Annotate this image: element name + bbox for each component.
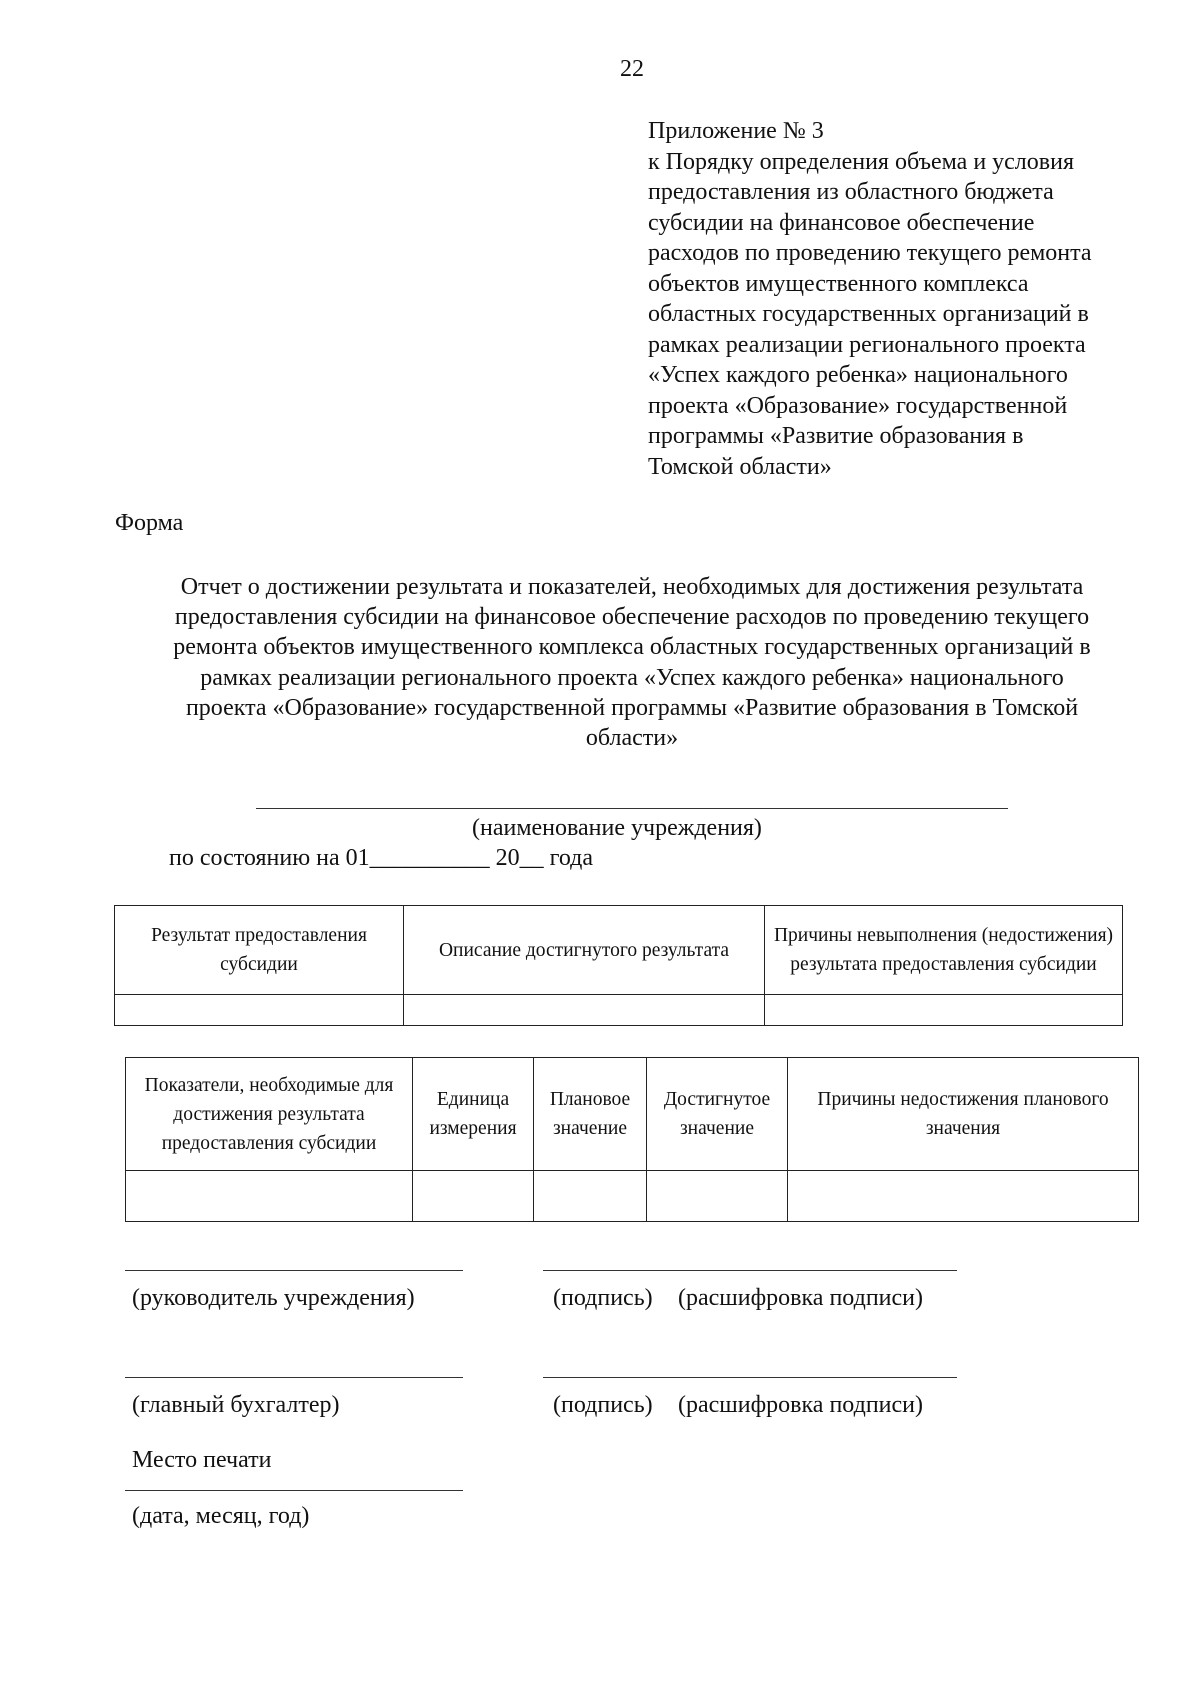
title-line: рамках реализации регионального проекта «Успех каждого ребенка» национального [200,664,1064,691]
appendix-line: рамках реализации регионального проекта [648,331,1086,358]
appendix-line: «Успех каждого ребенка» национального [648,362,1068,388]
head-signature-line [125,1270,463,1271]
table-cell[interactable] [647,1171,788,1222]
report-title [114,572,1150,753]
header-cell: Причины невыполнения (недостижения) результата предоставления субсидии [765,906,1123,995]
appendix-line: проекта «Образование» государственной [648,392,1068,419]
as-of-date: по состоянию на 01__________ 20__ года [169,845,594,871]
header-cell: Причины недостижения планового значения [788,1058,1139,1171]
table-cell[interactable] [765,995,1123,1026]
decode-caption: (расшифровка подписи) [678,1392,923,1418]
table-cell[interactable] [404,995,765,1026]
appendix-header [648,116,1092,482]
header-cell: Показатели, необходимые для достижения результата предоставления субсидии [126,1058,413,1171]
signature-caption: (подпись) [553,1285,653,1311]
title-line: Отчет о достижении результата и показателей, необходимых для достижения результата [180,574,1084,600]
signature-caption: (подпись) [553,1392,653,1418]
appendix-line: субсидии на финансовое обеспечение [648,209,1035,236]
table-cell[interactable] [788,1171,1139,1222]
header-cell: Единица измерения [413,1058,534,1171]
page-number: 22 [620,56,644,82]
appendix-line: объектов имущественного комплекса [648,270,1029,297]
table-cell[interactable] [534,1171,647,1222]
appendix-line: Томской области» [648,453,832,480]
table-cell[interactable] [413,1171,534,1222]
head-signature-decode-line [543,1270,957,1271]
institution-name-line [256,808,1008,809]
appendix-line: к Порядку определения объема и условия [648,148,1074,175]
table-cell[interactable] [115,995,404,1026]
accountant-signature-decode-line [543,1377,957,1378]
stamp-place: Место печати [132,1447,272,1473]
title-line: предоставления субсидии на финансовое обеспечение расходов по проведению текущего [174,604,1090,631]
date-line [125,1490,463,1491]
accountant-signature-line [125,1377,463,1378]
institution-caption: (наименование учреждения) [472,815,762,841]
form-label: Форма [115,510,184,536]
title-line: проекта «Образование» государственной программы «Развитие образования в Томской [185,694,1079,721]
title-line: области» [585,725,679,752]
appendix-line: Приложение № 3 [648,118,824,144]
head-caption: (руководитель учреждения) [132,1285,415,1311]
header-cell: Описание достигнутого результата [404,906,765,995]
header-cell: Плановое значение [534,1058,647,1171]
appendix-line: областных государственных организаций в [648,301,1089,327]
result-table [114,905,1123,1026]
title-line: ремонта объектов имущественного комплекса областных государственных организаций в [173,634,1091,661]
appendix-line: программы «Развитие образования в [648,423,1024,449]
accountant-caption: (главный бухгалтер) [132,1392,340,1418]
header-cell: Результат предоставления субсидии [115,906,404,995]
header-cell: Достигнутое значение [647,1058,788,1171]
appendix-line: предоставления из областного бюджета [648,179,1054,205]
appendix-line: расходов по проведению текущего ремонта [648,240,1092,266]
table-cell[interactable] [126,1171,413,1222]
indicators-table [125,1057,1139,1222]
date-caption: (дата, месяц, год) [132,1503,310,1529]
decode-caption: (расшифровка подписи) [678,1285,923,1311]
